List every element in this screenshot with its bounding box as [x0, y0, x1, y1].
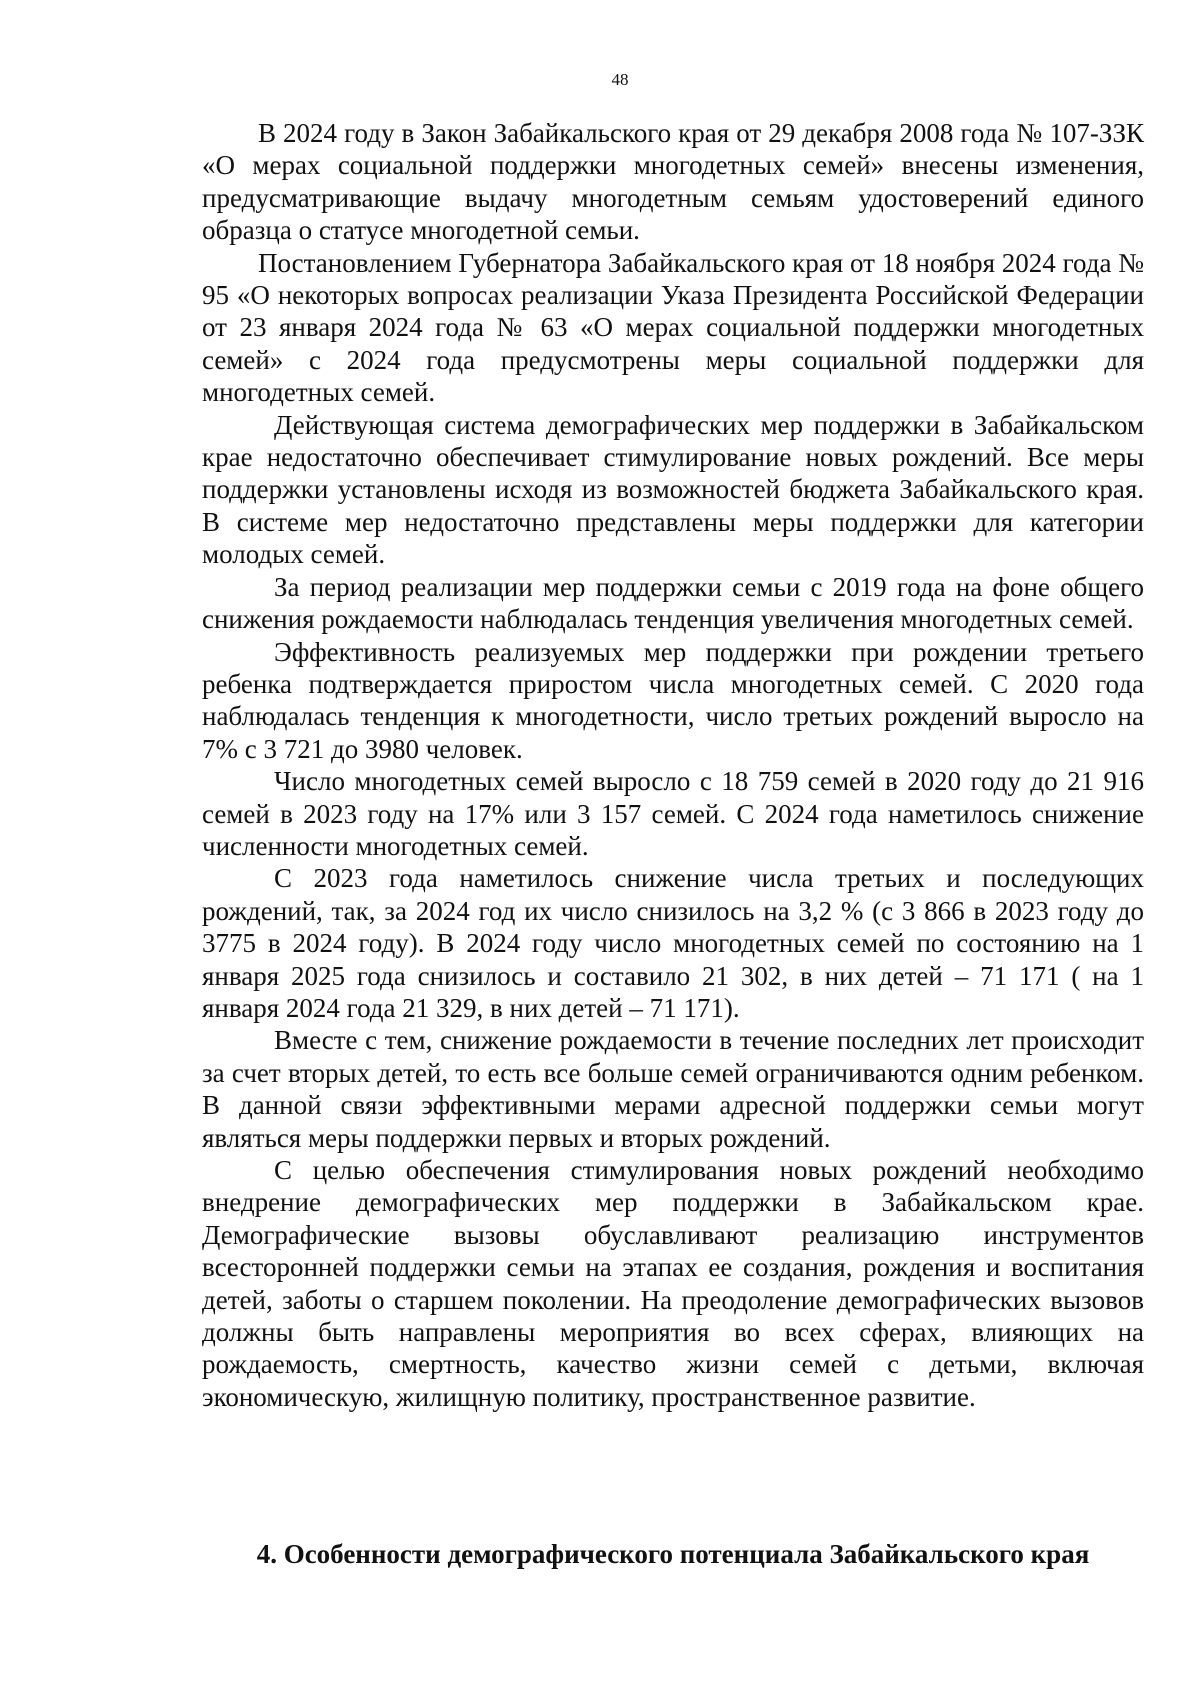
paragraph-governor-resolution: Постановлением Губернатора Забайкальского края от 18 ноября 2024 года № 95 «О некоторых вопросах реализации Указа Президента Российской Федерации от 23 января 2024 года № 63 «О мерах социальной поддержки многодетных семей» с 2024 года предусмотрены меры социальной поддержки для многодетных семей. — [202, 247, 1144, 408]
paragraph-third-child-effect: Эффективность реализуемых мер поддержки при рождении третьего ребенка подтверждается приростом числа многодетных семей. С 2020 года наблюдалась тенденция к многодетности, число третьих рождений выросло на 7% с 3 721 до 3980 человек. — [202, 636, 1144, 764]
body-text — [202, 117, 1144, 1413]
paragraph-large-families-count: Число многодетных семей выросло с 18 759 семей в 2020 году до 21 916 семей в 2023 году на 17% или 3 157 семей. С 2024 года наметилось снижение численности многодетных семей. — [202, 766, 1144, 861]
paragraph-law-amendment: В 2024 году в Закон Забайкальского края от 29 декабря 2008 года № 107-ЗЗК «О мерах социальной поддержки многодетных семей» внесены изменения, предусматривающие выдачу многодетным семьям удостоверений единого образца о статусе многодетной семьи. — [202, 118, 1144, 246]
section-heading: 4. Особенности демографического потенциала Забайкальского края — [256, 1539, 1090, 1569]
paragraph-decline-2023: С 2023 года наметилось снижение числа третьих и последующих рождений, так, за 2024 год их число снизилось на 3,2 % (с 3 866 в 2023 году до 3775 в 2024 году). В 2024 году число многодетных семей по состоянию на 1 января 2025 года снизилось и составило 21 302, в них детей – 71 171 ( на 1 января 2024 года 21 329, в них детей – 71 171). — [202, 863, 1144, 1023]
paragraph-second-children: Вместе с тем, снижение рождаемости в течение последних лет происходит за счет вторых детей, то есть все больше семей ограничиваются одним ребенком. В данной связи эффективными мерами адресной поддержки семьи могут являться меры поддержки первых и вторых рождений. — [202, 1025, 1144, 1153]
paragraph-current-system: Действующая система демографических мер поддержки в Забайкальском крае недостаточно обеспечивает стимулирование новых рождений. Все меры поддержки установлены исходя из возможностей бюджета Забайкальского края. В системе мер недостаточно представлены меры поддержки для категории молодых семей. — [202, 409, 1144, 570]
paragraph-demographic-challenges: С целью обеспечения стимулирования новых рождений необходимо внедрение демографических мер поддержки в Забайкальском крае. Демографические вызовы обуславливают реализацию инструментов всесторонней поддержки семьи на этапах ее создания, рождения и воспитания детей, заботы о старшем поколении. На преодоление демографических вызовов должны быть направлены мероприятия во всех сферах, влияющих на рождаемость, смертность, качество жизни семей с детьми, включая экономическую, жилищную политику, пространственное развитие. — [202, 1155, 1144, 1412]
page-number: 48 — [611, 70, 629, 89]
paragraph-period-2019: За период реализации мер поддержки семьи с 2019 года на фоне общего снижения рождаемости наблюдалась тенденция увеличения многодетных семей. — [202, 571, 1144, 635]
